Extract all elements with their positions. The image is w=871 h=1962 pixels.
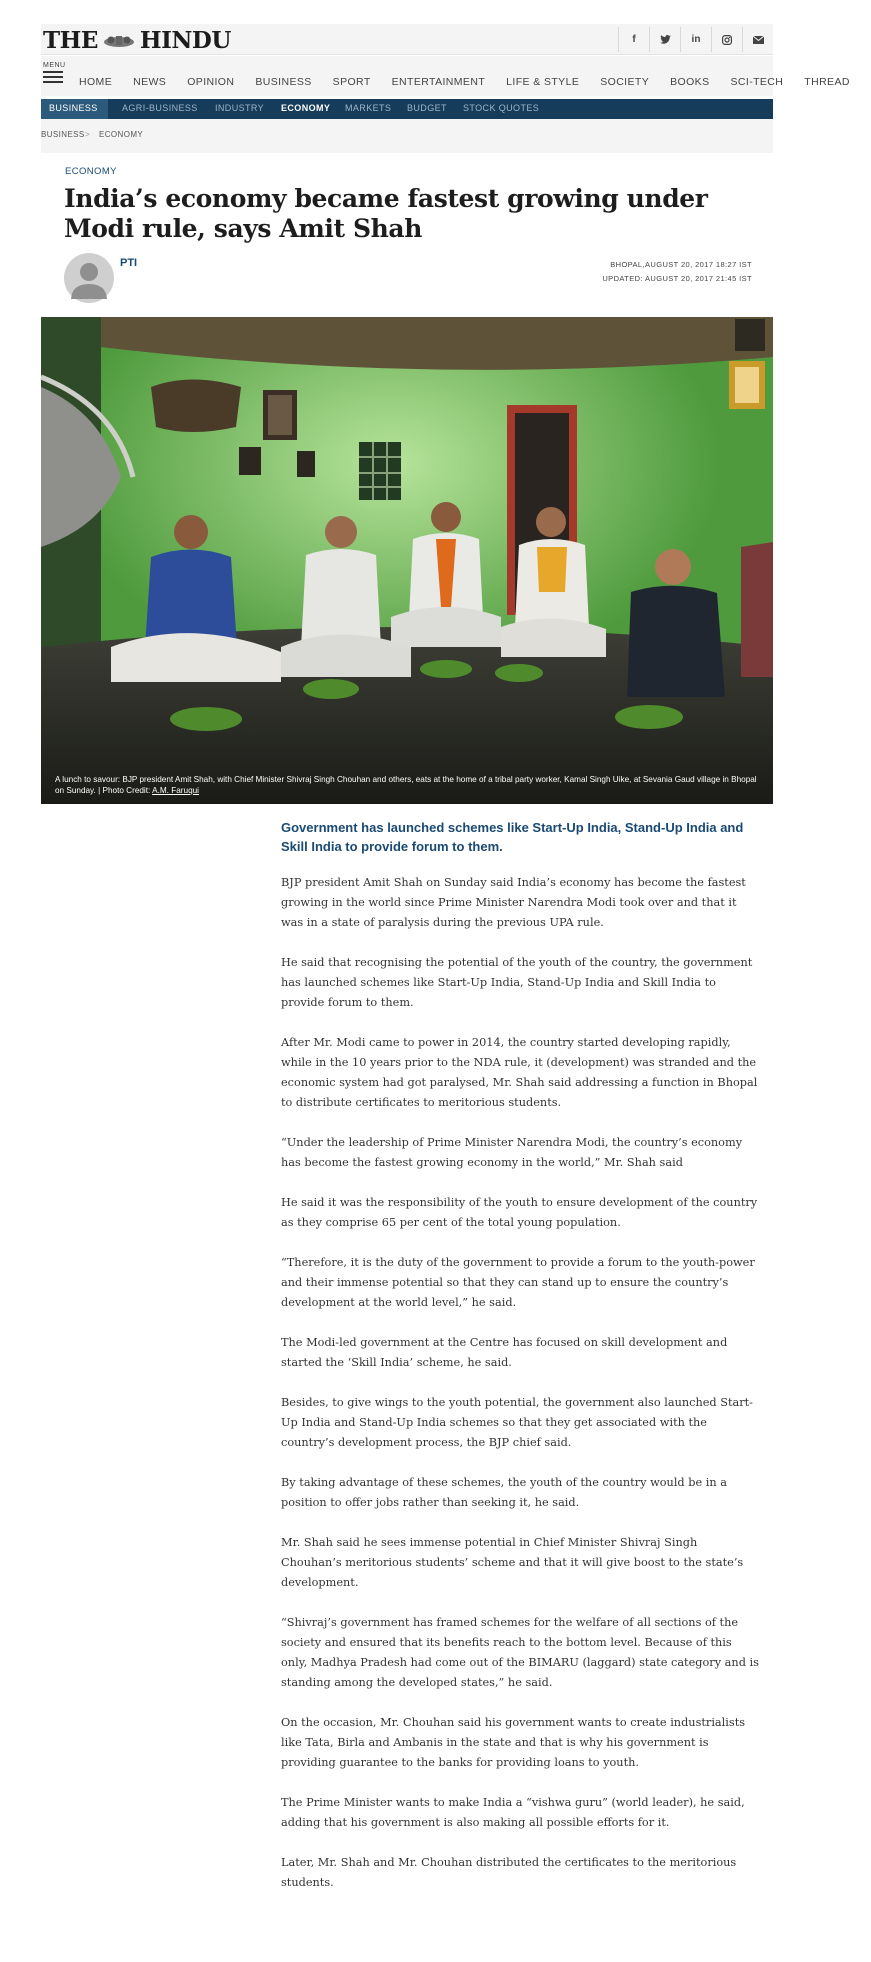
subnav-markets[interactable]: MARKETS [345,103,392,113]
nav-opinion[interactable]: OPINION [187,76,235,88]
instagram-icon[interactable] [711,27,742,52]
facebook-icon[interactable]: f [618,27,649,52]
paragraph: On the occasion, Mr. Chouhan said his government wants to create industrialists like Tata, Birla and Ambanis in the state and that is why his government is providing guarantee to the banks for providing loans to youth. [281,1716,746,1769]
paragraph: Later, Mr. Shah and Mr. Chouhan distributed the certificates to the meritorious students. [281,1856,737,1889]
paragraph: He said that recognising the potential of the youth of the country, the government has launched schemes like Start-Up India, Stand-Up India and Skill India to provide forum to them. [281,956,753,1009]
subnav-budget[interactable]: BUDGET [407,103,447,113]
subnav-stock-quotes[interactable]: STOCK QUOTES [463,103,540,113]
article-headline: India’s economy became fastest growing under Modi rule, says Amit Shah [64,184,708,243]
paragraph: BJP president Amit Shah on Sunday said India’s economy has become the fastest growing in the world since Prime Minister Narendra Modi took over and that it was in a state of paralysis during the previous UPA rule. [281,876,746,929]
linkedin-icon[interactable]: in [680,27,711,52]
lead-photo [41,317,773,804]
main-navigation [41,56,850,96]
author-name[interactable]: PTI [120,257,138,269]
photo-caption [55,774,765,796]
paragraph: “Therefore, it is the duty of the government to provide a forum to the youth-power and their immense potential so that they can stand up to ensure the country’s development at the world level,” he said. [281,1256,755,1309]
menu-button[interactable] [43,62,65,86]
top-bar [41,24,773,55]
paragraph: After Mr. Modi came to power in 2014, the country started developing rapidly, while in the 10 years prior to the NDA rule, it (development) was stranded and the economic system had got paralysed, Mr. Shah said addressing a function in Bhopal to distribute certificates to meritorious students. [281,1036,758,1109]
subnav-economy[interactable]: ECONOMY [281,103,331,113]
nav-sci-tech[interactable]: SCI-TECH [730,76,784,88]
paragraph: The Modi-led government at the Centre has focused on skill development and started the ‘Skill India’ scheme, he said. [281,1336,728,1369]
paragraph: The Prime Minister wants to make India a “vishwa guru” (world leader), he said, adding that his government is also making all possible efforts for it. [281,1796,745,1829]
hamburger-icon [43,71,63,83]
section-label[interactable]: ECONOMY [65,166,117,177]
paragraph: He said it was the responsibility of the youth to ensure development of the country as they comprise 65 per cent of the total young population. [281,1196,758,1229]
nav-life-style[interactable]: LIFE & STYLE [506,76,580,88]
site-logo[interactable] [43,27,231,54]
nav-business[interactable]: BUSINESS [255,76,312,88]
breadcrumb-separator: > [85,130,91,139]
twitter-icon[interactable] [649,27,680,52]
menu-label: MENU [43,62,66,69]
breadcrumb-economy[interactable]: ECONOMY [99,130,144,139]
social-links [618,27,773,52]
paragraph: “Shivraj’s government has framed schemes for the welfare of all sections of the society and ensured that its benefits reach to the bottom level. Because of this only, Madhya Pradesh had come out of the BIMARU (laggard) state category and is standing among the developed states,” he said. [281,1616,759,1689]
paragraph: By taking advantage of these schemes, the youth of the country would be in a position to offer jobs rather than seeking it, he said. [281,1476,727,1509]
logo-emblem-icon [102,34,136,48]
logo-text-hindu: HINDU [139,27,231,54]
section-subnav [41,99,773,119]
caption-text: A lunch to savour: BJP president Amit Shah, with Chief Minister Shivraj Singh Chouhan and others, eats at the home of a tribal party worker, Kamal Singh Uike, at Sevania Gaud village in Bhopal on Sunday. [55,775,757,795]
nav-entertainment[interactable]: ENTERTAINMENT [391,76,486,88]
author-avatar [64,253,114,303]
logo-text-the: THE [43,27,98,54]
nav-sport[interactable]: SPORT [332,76,371,88]
photo-credit-label: | Photo Credit: [98,786,151,795]
breadcrumb-business[interactable]: BUSINESS [41,130,85,139]
article-standfirst: Government has launched schemes like Start-Up India, Stand-Up India and Skill India to provide forum to them. [281,820,744,854]
email-icon[interactable] [742,27,773,52]
paragraph: “Under the leadership of Prime Minister Narendra Modi, the country’s economy has become the fastest growing economy in the world,” Mr. Shah said [281,1136,743,1169]
updated-date: UPDATED: AUGUST 20, 2017 21:45 IST [602,274,752,283]
nav-news[interactable]: NEWS [133,76,167,88]
nav-home[interactable]: HOME [79,76,113,88]
subnav-business[interactable]: BUSINESS [49,103,98,113]
photo-credit[interactable]: A.M. Faruqui [152,786,199,795]
nav-society[interactable]: SOCIETY [600,76,650,88]
subnav-industry[interactable]: INDUSTRY [215,103,265,113]
breadcrumb [41,119,773,153]
paragraph: Mr. Shah said he sees immense potential in Chief Minister Shivraj Singh Chouhan’s meritorious students’ scheme and that it will give boost to the state’s development. [281,1536,744,1589]
lead-photo-illustration [41,317,773,804]
article-dateline [602,258,752,286]
subnav-agri-business[interactable]: AGRI-BUSINESS [122,103,198,113]
nav-books[interactable]: BOOKS [670,76,710,88]
published-date: BHOPAL,AUGUST 20, 2017 18:27 IST [610,260,752,269]
nav-thread[interactable]: THREAD [804,76,850,88]
paragraph: Besides, to give wings to the youth potential, the government also launched Start-Up India and Stand-Up India schemes so that they get associated with the country’s development process, the BJP chief said. [281,1396,754,1449]
article-body [281,873,761,1913]
